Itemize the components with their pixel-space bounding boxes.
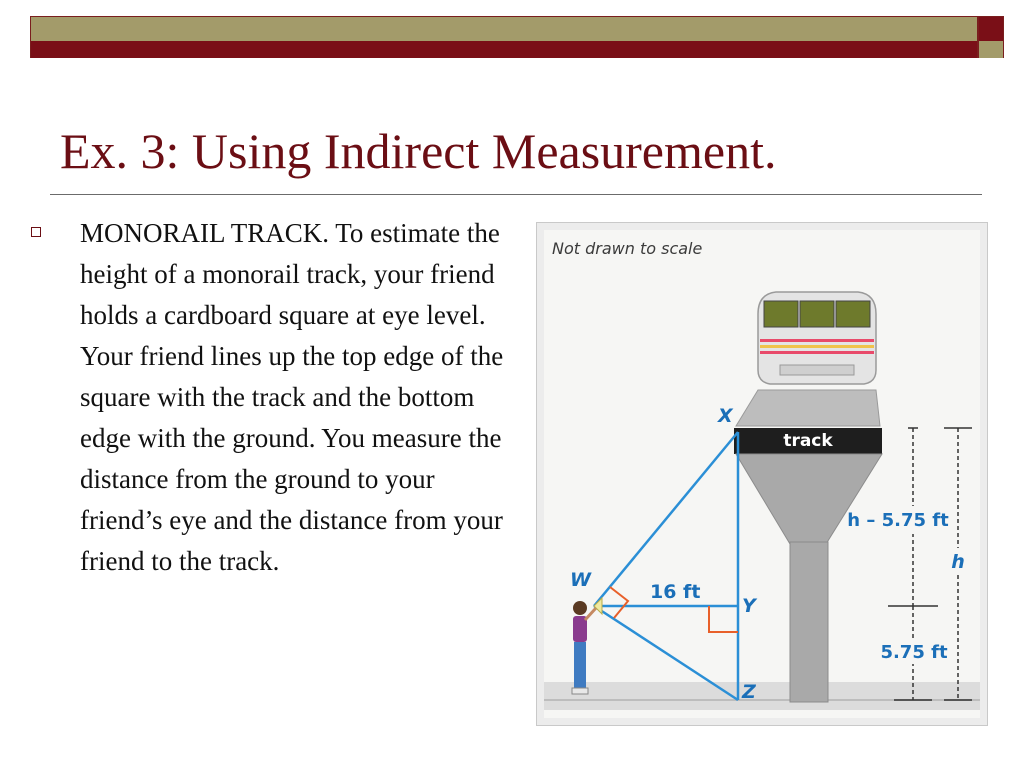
corner-maroon-stripe — [979, 17, 1003, 41]
car-window-left — [764, 301, 798, 327]
track-label: track — [783, 431, 833, 451]
bullet-square-icon — [31, 227, 41, 237]
friend-head — [573, 601, 587, 615]
point-w-label: W — [570, 569, 591, 591]
car-stripe-2 — [760, 345, 874, 348]
upper-height-label: h – 5.75 ft — [847, 510, 949, 531]
eye-height-label: 5.75 ft — [880, 642, 948, 663]
top-decorative-bar — [30, 16, 978, 58]
top-bar-maroon-stripe — [31, 41, 977, 58]
point-y-label: Y — [742, 595, 756, 617]
slide-title: Ex. 3: Using Indirect Measurement. — [60, 123, 777, 179]
height-label: h — [951, 551, 965, 573]
friend-legs — [574, 642, 586, 690]
top-bar-olive-stripe — [31, 17, 977, 41]
point-x-label: X — [718, 405, 733, 427]
pylon-column — [790, 542, 828, 702]
title-divider — [50, 194, 982, 195]
friend-shoes — [572, 688, 588, 694]
pylon-top — [736, 390, 880, 426]
monorail-diagram — [536, 222, 988, 726]
point-z-label: Z — [742, 681, 756, 703]
car-stripe-1 — [760, 339, 874, 342]
scale-caption: Not drawn to scale — [552, 239, 703, 258]
corner-olive-stripe — [979, 41, 1003, 58]
monorail-car — [758, 292, 876, 384]
distance-label: 16 ft — [650, 581, 701, 603]
car-grille — [780, 365, 854, 375]
car-stripe-3 — [760, 351, 874, 354]
car-window-right — [836, 301, 870, 327]
car-window-center — [800, 301, 834, 327]
diagram-svg — [536, 222, 988, 726]
ground — [544, 682, 980, 710]
top-corner-block — [978, 16, 1004, 58]
bullet-text: MONORAIL TRACK. To estimate the height of a monorail track, your friend holds a cardboard square at eye level. Your friend lines up the top edge of the square with the track and the bottom edge with the ground. You measure the distance from the ground to your friend’s eye and the distance from your friend to the track. — [80, 218, 504, 576]
